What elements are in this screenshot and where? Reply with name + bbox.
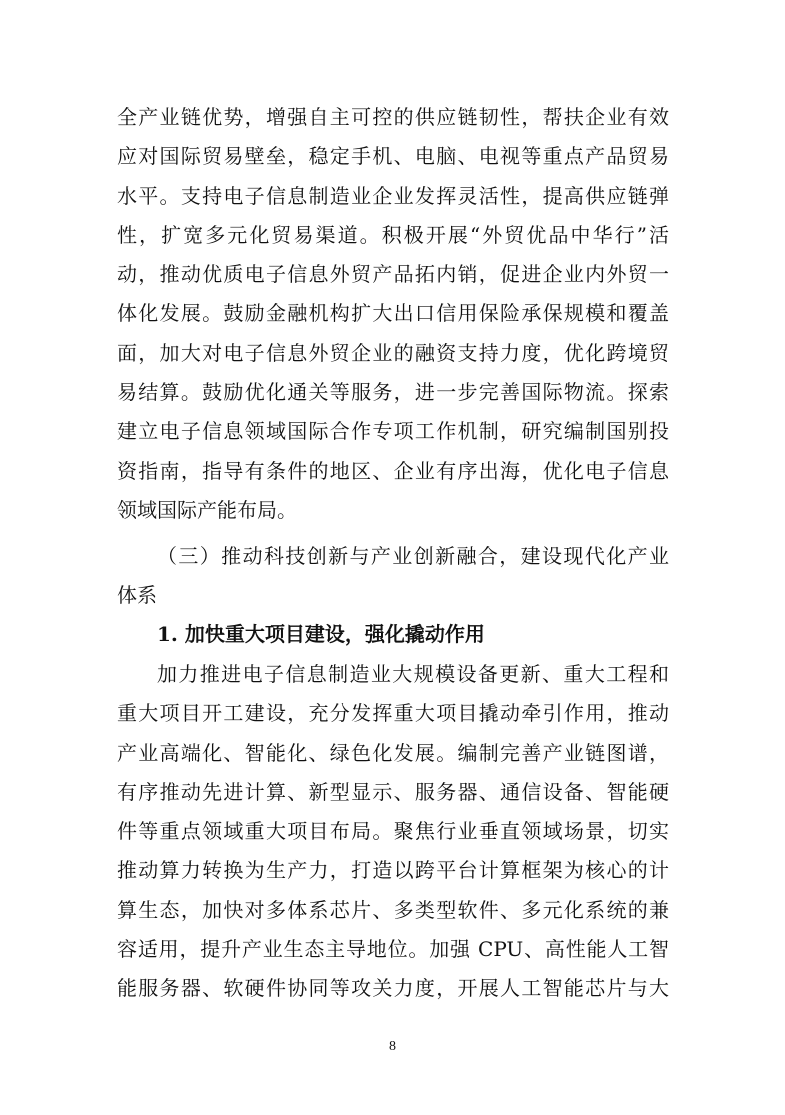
paragraph-trade [117, 98, 669, 530]
text-line: 有序推动先进计算、新型显示、服务器、通信设备、智能硬 [117, 779, 669, 804]
text-line: 产业高端化、智能化、绿色化发展。编制完善产业链图谱， [117, 740, 669, 765]
page-number: 8 [389, 1039, 396, 1054]
text-line: 全产业链优势，增强自主可控的供应链韧性，帮扶企业有效 [117, 105, 669, 129]
text-line: 领域国际产能布局。 [117, 497, 297, 522]
text-line: 性，扩宽多元化贸易渠道。积极开展“外贸优品中华行”活 [117, 222, 669, 247]
text-line: 易结算。鼓励优化通关等服务，进一步完善国际物流。探索 [117, 380, 669, 405]
section-title-line: 体系 [117, 583, 157, 608]
text-line: 算生态，加快对多体系芯片、多类型软件、多元化系统的兼 [117, 897, 669, 922]
section-title-line: （三）推动科技创新与产业创新融合，建设现代化产业 [157, 544, 669, 568]
text-line: 容适用，提升产业生态主导地位。加强 CPU、高性能人工智 [117, 937, 669, 962]
text-line: 推动算力转换为生产力，打造以跨平台计算框架为核心的计 [117, 858, 669, 883]
text-line: 资指南，指导有条件的地区、企业有序出海，优化电子信息 [117, 458, 669, 483]
text-line: 体化发展。鼓励金融机构扩大出口信用保险承保规模和覆盖 [117, 301, 669, 326]
text-line: 水平。支持电子信息制造业企业发挥灵活性，提高供应链弹 [117, 183, 669, 208]
text-line: 加力推进电子信息制造业大规模设备更新、重大工程和 [157, 662, 669, 686]
text-line: 重大项目开工建设，充分发挥重大项目撬动牵引作用，推动 [117, 701, 669, 726]
text-line: 能服务器、软硬件协同等攻关力度，开展人工智能芯片与大 [117, 976, 669, 1001]
paragraph-projects [117, 655, 669, 1009]
subsection-heading [157, 615, 669, 654]
text-line: 应对国际贸易壁垒，稳定手机、电脑、电视等重点产品贸易 [117, 144, 669, 169]
text-line: 建立电子信息领域国际合作专项工作机制，研究编制国别投 [117, 419, 669, 444]
text-line: 件等重点领域重大项目布局。聚焦行业垂直领域场景，切实 [117, 819, 669, 844]
text-line: 动，推动优质电子信息外贸产品拓内销，促进企业内外贸一 [117, 262, 669, 287]
subsection-heading-line: 1. 加快重大项目建设，强化撬动作用 [157, 622, 485, 646]
section-title [117, 537, 669, 616]
text-line: 面，加大对电子信息外贸企业的融资支持力度，优化跨境贸 [117, 340, 669, 365]
